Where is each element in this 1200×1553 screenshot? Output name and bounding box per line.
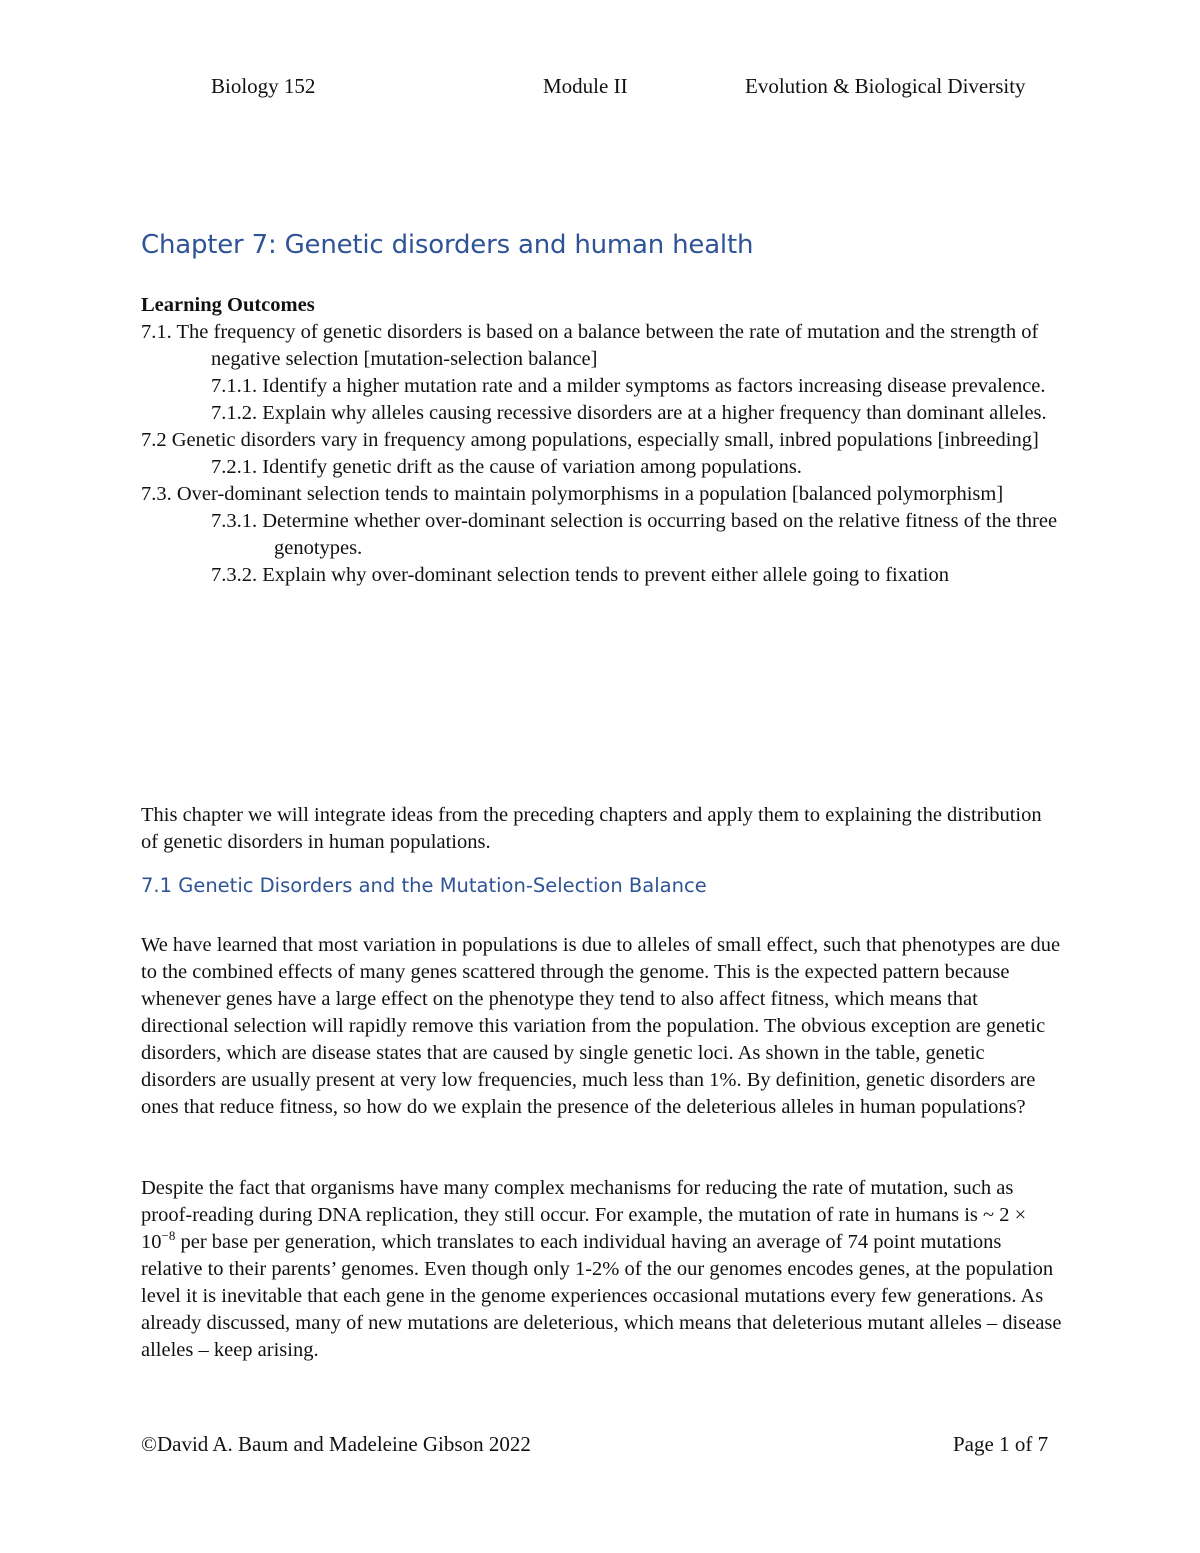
intro-paragraph: This chapter we will integrate ideas from the preceding chapters and apply them to explaining the distribution of genetic disorders in human populations.: [141, 803, 1042, 853]
chapter-title: Chapter 7: Genetic disorders and human health: [141, 230, 754, 260]
mutation-rate-exponent: −8: [161, 1228, 176, 1244]
header-topic: Evolution & Biological Diversity: [745, 74, 1026, 98]
outcome-item: 7.1. The frequency of genetic disorders is based on a balance between the rate of mutation and the strength of negative selection [mutation-selection balance]: [141, 321, 1039, 370]
learning-outcomes: [141, 292, 1071, 589]
outcome-subitem: 7.1.2. Explain why alleles causing recessive disorders are at a higher frequency than dominant alleles.: [211, 402, 1047, 424]
body-paragraph-1: We have learned that most variation in populations is due to alleles of small effect, such that phenotypes are due to the combined effects of many genes scattered through the genome. This is the expected pattern because whenever genes have a large effect on the phenotype they tend to also affect fitness, which means that directional selection will rapidly remove this variation from the population. The obvious exception are genetic disorders, which are disease states that are caused by single genetic loci. As shown in the table, genetic disorders are usually present at very low frequencies, much less than 1%. By definition, genetic disorders are ones that reduce fitness, so how do we explain the presence of the deleterious alleles in human populations?: [141, 934, 1061, 1118]
outcome-item: 7.3. Over-dominant selection tends to maintain polymorphisms in a population [balanced polymorphism]: [141, 483, 1004, 505]
learning-outcomes-heading: Learning Outcomes: [141, 294, 315, 316]
section-title: 7.1 Genetic Disorders and the Mutation-Selection Balance: [141, 874, 707, 897]
paragraph-2-part-1: Despite the fact that organisms have many complex mechanisms for reducing the rate of mutation, such as proof-reading during DNA replication, they still occur. For example, the mutation of rate in humans is ~ 2 × 10: [141, 1177, 1027, 1253]
outcome-subitem: 7.1.1. Identify a higher mutation rate and a milder symptoms as factors increasing disease prevalence.: [211, 375, 1046, 397]
footer-page-number: Page 1 of 7: [953, 1432, 1049, 1456]
body-paragraph-2: [141, 1175, 1063, 1364]
outcome-subitem: 7.3.2. Explain why over-dominant selection tends to prevent either allele going to fixation: [211, 564, 949, 586]
footer-copyright: ©David A. Baum and Madeleine Gibson 2022: [141, 1432, 531, 1456]
header-course: Biology 152: [211, 74, 316, 98]
paragraph-2-part-2: per base per generation, which translates to each individual having an average of 74 point mutations relative to their parents’ genomes. Even though only 1-2% of the our genomes encodes genes, at the population level it is inevitable that each gene in the genome experiences occasional mutations every few generations. As already discussed, many of new mutations are deleterious, which means that deleterious mutant alleles – disease alleles – keep arising.: [141, 1231, 1062, 1361]
outcome-subitem: 7.2.1. Identify genetic drift as the cause of variation among populations.: [211, 456, 802, 478]
header-module: Module II: [543, 74, 628, 98]
outcome-item: 7.2 Genetic disorders vary in frequency among populations, especially small, inbred populations [inbreeding]: [141, 429, 1039, 451]
outcome-subitem: 7.3.1. Determine whether over-dominant selection is occurring based on the relative fitness of the three genotypes.: [211, 510, 1058, 559]
